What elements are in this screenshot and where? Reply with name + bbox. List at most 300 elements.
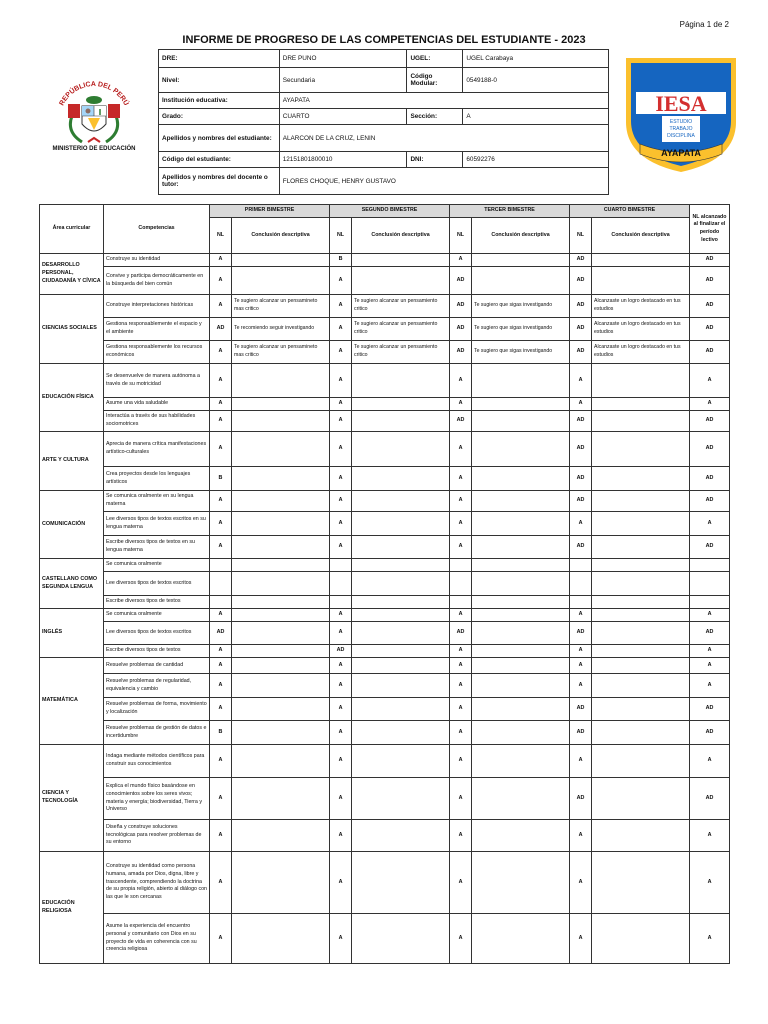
table-row xyxy=(40,721,730,745)
conclusion-text xyxy=(472,536,570,559)
conclusion-text xyxy=(472,745,570,778)
conclusion-text xyxy=(232,852,330,914)
conclusion-text xyxy=(352,622,450,645)
nl-grade: A xyxy=(450,364,472,398)
school-logo xyxy=(620,52,742,176)
conclusion-text xyxy=(472,491,570,512)
competency-name: Indaga mediante métodos científicos para construir sus conocimientos xyxy=(104,745,210,778)
conclusion-text xyxy=(352,609,450,622)
nl-grade: A xyxy=(210,432,232,467)
conclusion-text xyxy=(232,745,330,778)
table-row xyxy=(40,609,730,622)
competency-name: Construye su identidad como persona humana, amada por Dios, digna, libre y trascendente, comprendiendo la doctrina de su propia religión, abierto al diálogo con las que le son cercanas xyxy=(104,852,210,914)
competency-name: Lee diversos tipos de textos escritos en su lengua materna xyxy=(104,512,210,536)
table-row xyxy=(40,559,730,572)
table-row xyxy=(40,698,730,721)
final-nl-grade: AD xyxy=(690,778,730,820)
conclusion-text xyxy=(352,254,450,267)
competency-name: Asume la experiencia del encuentro personal y comunitario con Dios en su proyecto de vida en coherencia con su creencia religiosa xyxy=(104,914,210,964)
conclusion-text xyxy=(232,559,330,572)
nl-grade xyxy=(450,572,472,596)
conclusion-text xyxy=(592,778,690,820)
final-nl-grade: AD xyxy=(690,267,730,295)
nl-grade: A xyxy=(330,318,352,341)
final-nl-header: NL alcanzado al finalizar el período lectivo xyxy=(690,205,730,254)
final-nl-grade: A xyxy=(690,658,730,674)
area-header: Área curricular xyxy=(40,205,104,254)
final-nl-grade: AD xyxy=(690,254,730,267)
grado-label: Grado: xyxy=(159,109,280,125)
bimestre-4-header: CUARTO BIMESTRE xyxy=(570,205,690,218)
table-row xyxy=(40,852,730,914)
conclusion-text xyxy=(592,559,690,572)
emblem-arc-text: REPÚBLICA DEL PERÚ xyxy=(58,80,130,107)
ie-label: Institución educativa: xyxy=(159,93,280,109)
nl-grade xyxy=(330,559,352,572)
conclusion-text xyxy=(232,467,330,491)
codigo-modular-value: 0549188-0 xyxy=(463,68,609,93)
final-nl-grade: AD xyxy=(690,721,730,745)
conclusion-text xyxy=(472,254,570,267)
nl-grade xyxy=(570,596,592,609)
conclusion-text xyxy=(592,674,690,698)
conclusion-text xyxy=(472,467,570,491)
nl-grade: AD xyxy=(570,318,592,341)
conclusion-header: Conclusión descriptiva xyxy=(232,218,330,254)
conclusion-text xyxy=(352,536,450,559)
nl-grade: AD xyxy=(570,721,592,745)
conclusion-text xyxy=(352,572,450,596)
nl-header: NL xyxy=(450,218,472,254)
competency-name: Diseña y construye soluciones tecnológicas para resolver problemas de su entorno xyxy=(104,820,210,852)
estudiante-value: ALARCON DE LA CRUZ, LENIN xyxy=(279,125,608,152)
nl-grade: AD xyxy=(450,622,472,645)
conclusion-text xyxy=(472,596,570,609)
nl-grade: A xyxy=(210,398,232,411)
area-name: MATEMÁTICA xyxy=(40,658,104,745)
conclusion-text xyxy=(472,432,570,467)
conclusion-text xyxy=(472,721,570,745)
nl-grade: AD xyxy=(330,645,352,658)
conclusion-text xyxy=(592,364,690,398)
nl-grade: A xyxy=(450,645,472,658)
nl-grade: A xyxy=(450,674,472,698)
page-number: Página 1 de 2 xyxy=(679,20,729,29)
conclusion-text: Te sugiero alcanzar un pensamineto mas critico xyxy=(232,295,330,318)
competency-name: Convive y participa democráticamente en la búsqueda del bien común xyxy=(104,267,210,295)
nl-grade: A xyxy=(210,254,232,267)
competency-name: Construye interpretaciones históricas xyxy=(104,295,210,318)
bimestre-2-header: SEGUNDO BIMESTRE xyxy=(330,205,450,218)
ugel-value: UGEL Carabaya xyxy=(463,50,609,68)
bimestre-1-header: PRIMER BIMESTRE xyxy=(210,205,330,218)
conclusion-text xyxy=(232,536,330,559)
nl-grade: AD xyxy=(570,254,592,267)
dni-label: DNI: xyxy=(407,152,463,168)
conclusion-text xyxy=(472,778,570,820)
competency-name: Resuelve problemas de regularidad, equivalencia y cambio xyxy=(104,674,210,698)
competency-name: Se comunica oralmente xyxy=(104,559,210,572)
area-name: EDUCACIÓN RELIGIOSA xyxy=(40,852,104,964)
conclusion-text xyxy=(592,254,690,267)
conclusion-text xyxy=(352,467,450,491)
conclusion-text: Te sugiero alcanzar un pensamiento critico xyxy=(352,341,450,364)
nl-grade: A xyxy=(330,914,352,964)
nivel-value: Secundaria xyxy=(279,68,407,93)
final-nl-grade: A xyxy=(690,674,730,698)
nl-grade: A xyxy=(570,658,592,674)
conclusion-text xyxy=(472,645,570,658)
nl-grade: A xyxy=(210,609,232,622)
conclusion-header: Conclusión descriptiva xyxy=(592,218,690,254)
nl-grade: A xyxy=(570,820,592,852)
nl-grade xyxy=(330,596,352,609)
conclusion-text xyxy=(232,491,330,512)
table-row xyxy=(40,622,730,645)
conclusion-text xyxy=(472,658,570,674)
nl-grade: A xyxy=(330,536,352,559)
nl-grade: A xyxy=(210,820,232,852)
table-row xyxy=(40,254,730,267)
conclusion-text xyxy=(592,267,690,295)
logo-name: IESA xyxy=(655,91,707,116)
table-row xyxy=(40,295,730,318)
competency-name: Resuelve problemas de cantidad xyxy=(104,658,210,674)
nl-grade: A xyxy=(450,432,472,467)
conclusion-text xyxy=(592,820,690,852)
conclusion-text xyxy=(592,645,690,658)
conclusion-text xyxy=(232,674,330,698)
conclusion-text xyxy=(352,721,450,745)
logo-motto-1: ESTUDIO xyxy=(669,119,693,125)
conclusion-text xyxy=(592,698,690,721)
conclusion-text xyxy=(352,512,450,536)
nl-grade: A xyxy=(330,341,352,364)
logo-banner: AYAPATA xyxy=(661,148,701,158)
nl-grade: B xyxy=(210,721,232,745)
conclusion-text xyxy=(472,364,570,398)
nl-grade: A xyxy=(210,295,232,318)
conclusion-text xyxy=(352,596,450,609)
nl-grade: B xyxy=(210,467,232,491)
ie-value: AYAPATA xyxy=(279,93,608,109)
conclusion-text xyxy=(472,674,570,698)
grades-table xyxy=(39,204,730,964)
nl-grade: A xyxy=(570,645,592,658)
nl-grade: AD xyxy=(570,536,592,559)
table-row xyxy=(40,778,730,820)
nl-grade: A xyxy=(450,721,472,745)
final-nl-grade: AD xyxy=(690,318,730,341)
nl-grade: A xyxy=(450,398,472,411)
nl-grade: A xyxy=(330,778,352,820)
nl-grade: A xyxy=(210,341,232,364)
nl-grade: AD xyxy=(570,341,592,364)
conclusion-header: Conclusión descriptiva xyxy=(352,218,450,254)
nl-grade: A xyxy=(210,852,232,914)
seccion-label: Sección: xyxy=(407,109,463,125)
conclusion-text xyxy=(592,467,690,491)
conclusion-text xyxy=(592,411,690,432)
table-row xyxy=(40,572,730,596)
final-nl-grade: AD xyxy=(690,491,730,512)
competency-name: Lee diversos tipos de textos escritos xyxy=(104,572,210,596)
final-nl-grade: AD xyxy=(690,432,730,467)
nl-grade: A xyxy=(450,658,472,674)
nl-grade: A xyxy=(570,852,592,914)
competency-name: Crea proyectos desde los lenguajes artísticos xyxy=(104,467,210,491)
area-name: CIENCIAS SOCIALES xyxy=(40,295,104,364)
nl-grade: A xyxy=(210,364,232,398)
nl-grade: A xyxy=(210,491,232,512)
competency-name: Se comunica oralmente en su lengua materna xyxy=(104,491,210,512)
nl-grade: A xyxy=(450,491,472,512)
nl-grade: A xyxy=(450,254,472,267)
nl-grade: A xyxy=(330,609,352,622)
nl-grade: A xyxy=(450,609,472,622)
nl-grade: AD xyxy=(450,295,472,318)
conclusion-text xyxy=(472,398,570,411)
conclusion-text xyxy=(472,852,570,914)
nl-grade: A xyxy=(330,698,352,721)
conclusion-header: Conclusión descriptiva xyxy=(472,218,570,254)
competency-name: Escribe diversos tipos de textos en su lengua materna xyxy=(104,536,210,559)
conclusion-text xyxy=(232,778,330,820)
final-nl-grade: A xyxy=(690,820,730,852)
conclusion-text xyxy=(232,572,330,596)
nl-grade: AD xyxy=(450,318,472,341)
codigo-estudiante-value: 12151801800010 xyxy=(279,152,407,168)
conclusion-text xyxy=(352,491,450,512)
nl-grade: A xyxy=(330,398,352,411)
conclusion-text xyxy=(592,398,690,411)
nl-grade xyxy=(330,572,352,596)
final-nl-grade: AD xyxy=(690,295,730,318)
dni-value: 60592276 xyxy=(463,152,609,168)
table-row xyxy=(40,658,730,674)
conclusion-text xyxy=(472,411,570,432)
conclusion-text xyxy=(232,914,330,964)
conclusion-text: Alcanzaste un logro destacado en tus estudios xyxy=(592,295,690,318)
table-row xyxy=(40,318,730,341)
logo-motto-2: TRABAJO xyxy=(669,126,693,132)
nl-grade: A xyxy=(330,364,352,398)
table-row xyxy=(40,512,730,536)
conclusion-text xyxy=(352,645,450,658)
conclusion-text xyxy=(592,658,690,674)
docente-value: FLORES CHOQUE, HENRY GUSTAVO xyxy=(279,168,608,195)
nl-grade: AD xyxy=(570,295,592,318)
conclusion-text xyxy=(472,512,570,536)
nl-grade: A xyxy=(330,467,352,491)
dre-label: DRE: xyxy=(159,50,280,68)
final-nl-grade xyxy=(690,572,730,596)
nl-grade: A xyxy=(210,674,232,698)
conclusion-text xyxy=(232,364,330,398)
nl-grade: A xyxy=(210,645,232,658)
table-row xyxy=(40,491,730,512)
table-row xyxy=(40,467,730,491)
nl-grade: A xyxy=(570,745,592,778)
nl-grade: A xyxy=(210,745,232,778)
nl-grade: A xyxy=(570,364,592,398)
dre-value: DRE PUNO xyxy=(279,50,407,68)
conclusion-text xyxy=(472,572,570,596)
nl-grade: A xyxy=(570,914,592,964)
area-name: INGLÉS xyxy=(40,609,104,658)
conclusion-text xyxy=(592,852,690,914)
final-nl-grade: AD xyxy=(690,536,730,559)
final-nl-grade: A xyxy=(690,512,730,536)
nl-grade: A xyxy=(210,914,232,964)
nl-grade: AD xyxy=(210,318,232,341)
nl-grade: AD xyxy=(570,267,592,295)
conclusion-text xyxy=(232,398,330,411)
nl-grade: A xyxy=(330,491,352,512)
final-nl-grade: A xyxy=(690,609,730,622)
conclusion-text xyxy=(592,432,690,467)
nl-grade: A xyxy=(210,267,232,295)
conclusion-text xyxy=(472,559,570,572)
conclusion-text xyxy=(472,622,570,645)
conclusion-text xyxy=(232,512,330,536)
table-row xyxy=(40,398,730,411)
nl-grade: AD xyxy=(570,491,592,512)
codigo-modular-label: Código Modular: xyxy=(407,68,463,93)
conclusion-text xyxy=(352,267,450,295)
conclusion-text: Te sugiero que sigas investigando xyxy=(472,295,570,318)
conclusion-text xyxy=(352,658,450,674)
nl-grade: A xyxy=(330,658,352,674)
nl-grade xyxy=(570,559,592,572)
table-row xyxy=(40,411,730,432)
nl-grade: A xyxy=(330,411,352,432)
nl-grade: A xyxy=(210,778,232,820)
conclusion-text xyxy=(352,559,450,572)
conclusion-text xyxy=(352,398,450,411)
report-title: INFORME DE PROGRESO DE LAS COMPETENCIAS DEL ESTUDIANTE - 2023 xyxy=(182,34,586,46)
area-name: DESARROLLO PERSONAL, CIUDADANÍA Y CÍVICA xyxy=(40,254,104,295)
table-row xyxy=(40,364,730,398)
nl-grade xyxy=(210,596,232,609)
docente-label: Apellidos y nombres del docente o tutor: xyxy=(159,168,280,195)
nl-grade: A xyxy=(330,622,352,645)
conclusion-text xyxy=(352,674,450,698)
nl-grade: AD xyxy=(570,432,592,467)
nl-grade: AD xyxy=(570,411,592,432)
conclusion-text xyxy=(352,364,450,398)
conclusion-text xyxy=(352,820,450,852)
conclusion-text xyxy=(232,645,330,658)
competencias-header: Competencias xyxy=(104,205,210,254)
table-row xyxy=(40,341,730,364)
nl-grade: A xyxy=(330,295,352,318)
conclusion-text xyxy=(592,721,690,745)
nl-grade xyxy=(450,596,472,609)
estudiante-label: Apellidos y nombres del estudiante: xyxy=(159,125,280,152)
conclusion-text: Te recomiendo seguir investigando xyxy=(232,318,330,341)
table-row xyxy=(40,674,730,698)
nl-grade: AD xyxy=(450,341,472,364)
conclusion-text xyxy=(232,721,330,745)
competency-name: Construye su identidad xyxy=(104,254,210,267)
nl-grade: AD xyxy=(450,411,472,432)
conclusion-text xyxy=(592,572,690,596)
conclusion-text xyxy=(232,432,330,467)
bimestre-3-header: TERCER BIMESTRE xyxy=(450,205,570,218)
final-nl-grade xyxy=(690,559,730,572)
conclusion-text: Te sugiero alcanzar un pensamineto mas critico xyxy=(232,341,330,364)
final-nl-grade: AD xyxy=(690,411,730,432)
conclusion-text: Te sugiero que sigas investigando xyxy=(472,318,570,341)
nl-grade: A xyxy=(330,745,352,778)
area-name: ARTE Y CULTURA xyxy=(40,432,104,491)
conclusion-text xyxy=(592,745,690,778)
ugel-label: UGEL: xyxy=(407,50,463,68)
competency-name: Escribe diversos tipos de textos xyxy=(104,596,210,609)
competency-name: Resuelve problemas de forma, movimiento y localización xyxy=(104,698,210,721)
logo-motto-3: DISCIPLINA xyxy=(667,133,695,139)
conclusion-text xyxy=(592,914,690,964)
area-name: CIENCIA Y TECNOLOGÍA xyxy=(40,745,104,852)
conclusion-text xyxy=(592,536,690,559)
conclusion-text xyxy=(352,411,450,432)
nl-grade: A xyxy=(570,398,592,411)
table-row xyxy=(40,820,730,852)
final-nl-grade: A xyxy=(690,398,730,411)
area-name: EDUCACIÓN FÍSICA xyxy=(40,364,104,432)
conclusion-text: Te sugiero alcanzar un pensamiento critico xyxy=(352,295,450,318)
nl-grade: A xyxy=(450,512,472,536)
conclusion-text: Te sugiero que sigas investigando xyxy=(472,341,570,364)
conclusion-text xyxy=(352,432,450,467)
codigo-estudiante-label: Código del estudiante: xyxy=(159,152,280,168)
student-info-table xyxy=(158,49,609,195)
conclusion-text xyxy=(592,491,690,512)
final-nl-grade: AD xyxy=(690,698,730,721)
table-row xyxy=(40,536,730,559)
final-nl-grade xyxy=(690,596,730,609)
nl-grade: A xyxy=(330,820,352,852)
nl-grade: A xyxy=(450,852,472,914)
conclusion-text xyxy=(472,914,570,964)
nl-grade xyxy=(210,572,232,596)
nl-grade: A xyxy=(450,467,472,491)
nivel-label: Nivel: xyxy=(159,68,280,93)
conclusion-text xyxy=(472,698,570,721)
nl-grade: AD xyxy=(570,622,592,645)
area-name: CASTELLANO COMO SEGUNDA LENGUA xyxy=(40,559,104,609)
nl-grade: AD xyxy=(570,698,592,721)
table-row xyxy=(40,645,730,658)
nl-grade xyxy=(570,572,592,596)
nl-grade: A xyxy=(330,674,352,698)
competency-name: Resuelve problemas de gestión de datos e incertidumbre xyxy=(104,721,210,745)
nl-grade: A xyxy=(450,778,472,820)
nl-grade: AD xyxy=(570,467,592,491)
nl-grade: A xyxy=(570,609,592,622)
conclusion-text xyxy=(592,512,690,536)
conclusion-text xyxy=(472,820,570,852)
nl-grade: A xyxy=(210,512,232,536)
final-nl-grade: A xyxy=(690,852,730,914)
conclusion-text: Te sugiero alcanzar un pensamiento critico xyxy=(352,318,450,341)
competency-name: Escribe diversos tipos de textos xyxy=(104,645,210,658)
ministry-label: MINISTERIO DE EDUCACIÓN xyxy=(52,146,136,152)
conclusion-text xyxy=(232,267,330,295)
nl-grade: A xyxy=(210,658,232,674)
seccion-value: A xyxy=(463,109,609,125)
